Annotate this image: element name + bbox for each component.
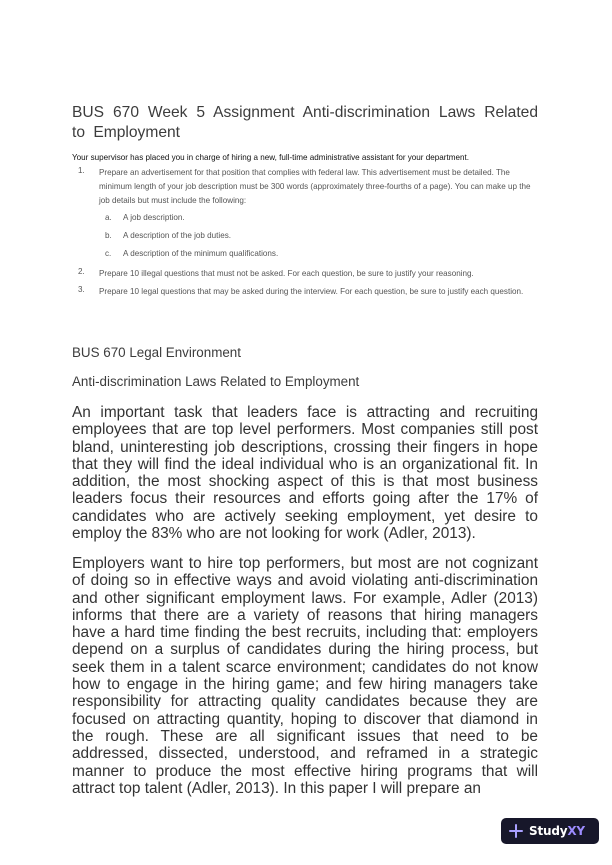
step-number: 3. (78, 285, 85, 294)
assignment-prompt: Your supervisor has placed you in charge of hiring a new, full-time administrative assistant for your department. (72, 153, 469, 162)
sub-text: A job description. (123, 213, 185, 222)
studyxy-badge[interactable] (501, 818, 599, 844)
brand-accent: XY (567, 824, 585, 838)
step-number: 2. (78, 267, 85, 276)
document-title: BUS 670 Week 5 Assignment Anti-discrimination Laws Related to Employment (72, 104, 538, 141)
sub-letter: c. (105, 249, 112, 258)
step-text: Prepare 10 illegal questions that must not be asked. For each question, be sure to justify your reasoning. (99, 269, 474, 278)
brand-main: Study (529, 824, 568, 838)
sub-letter: a. (105, 213, 112, 222)
step-number: 1. (78, 166, 85, 175)
plus-icon (509, 824, 523, 838)
sub-text: A description of the job duties. (123, 231, 231, 240)
step-text: Prepare an advertisement for that position that complies with federal law. This advertisement must be detailed. The minimum length of your job description must be 300 words (approximately three-fourths of a page). You can make up the job details but must include the following: (99, 168, 531, 205)
sub-text: A description of the minimum qualifications. (123, 249, 279, 258)
body-paragraph: Employers want to hire top performers, but most are not cognizant of doing so in effective ways and avoid violating anti-discrimination and other significant employment laws. For example, Adler (2013) informs that there are a variety of reasons that hiring managers have a hard time finding the best recruits, including that: employers depend on a surplus of candidates during the hiring process, but seek them in a talent scarce environment; candidates do not know how to engage in the hiring game; and few hiring managers take responsibility for attracting quality candidates because they are focused on attracting quantity, hoping to discover that diamond in the rough. These are all significant issues that need to be addressed, dissected, understood, and reframed in a strategic manner to produce the most effective hiring programs that will attract top talent (Adler, 2013). In this paper I will prepare an (72, 555, 538, 797)
course-heading: BUS 670 Legal Environment (72, 345, 241, 360)
body-paragraph: An important task that leaders face is attracting and recruiting employees that are top level performers. Most companies still post bland, uninteresting job descriptions, crossing their fingers in hope that they will find the ideal individual who is an organizational fit. In addition, the most shocking aspect of this is that most business leaders focus their resources and efforts going after the 17% of candidates who are actively seeking employment, yet desire to employ the 83% who are not looking for work (Adler, 2013). (72, 404, 538, 543)
topic-heading: Anti-discrimination Laws Related to Employment (72, 374, 360, 389)
step-text: Prepare 10 legal questions that may be asked during the interview. For each question, be sure to justify each question. (99, 287, 524, 296)
sub-letter: b. (105, 231, 112, 240)
brand-logo (529, 824, 585, 838)
